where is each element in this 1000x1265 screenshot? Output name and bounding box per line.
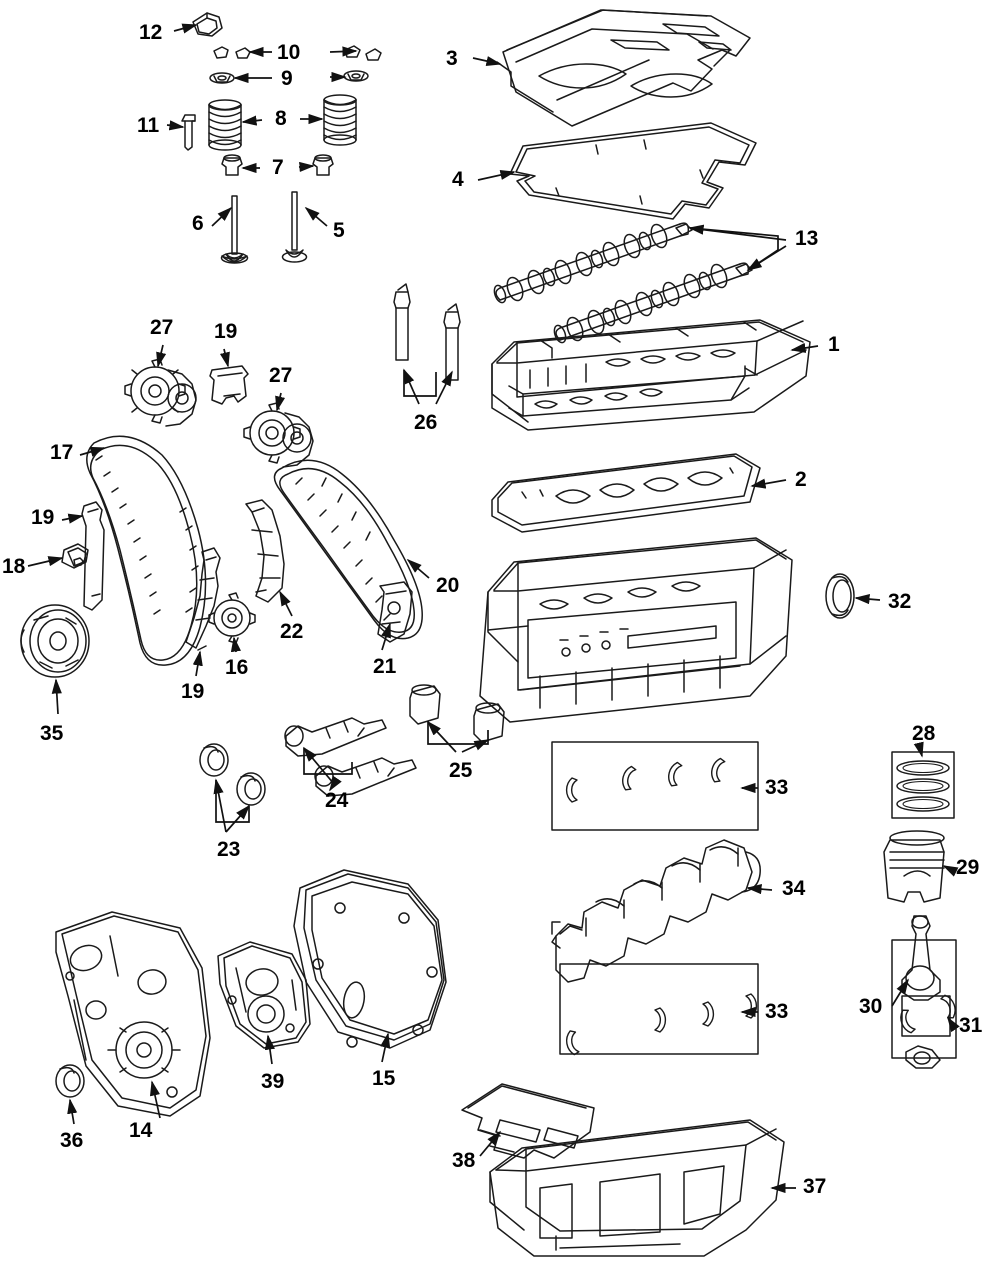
part-27b-shape <box>244 403 313 467</box>
callout-4: 4 <box>452 168 464 191</box>
callout-5: 5 <box>333 219 345 242</box>
part-37-shape <box>490 1120 784 1256</box>
callout-26: 26 <box>414 411 438 434</box>
part-15-shape <box>294 870 446 1048</box>
callout-30: 30 <box>859 995 883 1018</box>
part-22-shape <box>246 500 284 602</box>
part-5-shape <box>283 192 307 262</box>
callout-2: 2 <box>795 468 807 491</box>
callout-20: 20 <box>436 574 460 597</box>
callout-24: 24 <box>325 789 349 812</box>
callout-19b: 19 <box>31 506 55 529</box>
part-20-shape <box>274 460 422 638</box>
part-19a-shape <box>210 366 248 404</box>
part-11-shape <box>182 115 195 150</box>
callout-10: 10 <box>277 41 301 64</box>
part-26-shape <box>394 284 460 380</box>
callout-9: 9 <box>281 67 293 90</box>
callout-19c: 19 <box>181 680 205 703</box>
part-28-shape <box>892 752 954 818</box>
part-27a-shape <box>125 359 196 426</box>
part-6-shape <box>222 196 248 263</box>
part-25-shape <box>410 685 504 742</box>
callout-28: 28 <box>912 722 936 745</box>
part-21-shape <box>378 582 412 642</box>
callout-37: 37 <box>803 1175 827 1198</box>
callout-8: 8 <box>275 107 287 130</box>
callout-1: 1 <box>828 333 840 356</box>
callout-7: 7 <box>272 156 284 179</box>
part-33b-shape <box>560 964 758 1056</box>
part-17-shape <box>87 436 206 665</box>
callout-12: 12 <box>139 21 163 44</box>
callout-38: 38 <box>452 1149 476 1172</box>
callout-3: 3 <box>446 47 458 70</box>
callout-11: 11 <box>137 114 160 137</box>
part-34-shape <box>552 840 760 982</box>
part-30-shape <box>892 916 958 1068</box>
part-35-shape <box>21 605 89 677</box>
callout-27a: 27 <box>150 316 174 339</box>
callout-39: 39 <box>261 1070 285 1093</box>
callout-27b: 27 <box>269 364 293 387</box>
callout-21: 21 <box>373 655 397 678</box>
part-16-shape <box>209 593 255 643</box>
callout-6: 6 <box>192 212 204 235</box>
callout-18: 18 <box>2 555 26 578</box>
callout-16: 16 <box>225 656 249 679</box>
callout-17: 17 <box>50 441 74 464</box>
callout-34: 34 <box>782 877 806 900</box>
part-39-shape <box>218 942 310 1048</box>
part-12-shape <box>193 13 222 36</box>
callout-15: 15 <box>372 1067 396 1090</box>
callout-35: 35 <box>40 722 64 745</box>
part-3-shape <box>497 10 750 126</box>
part-36-shape <box>56 1065 84 1097</box>
callout-33b: 33 <box>765 1000 789 1023</box>
callout-29: 29 <box>956 856 980 879</box>
part-23-shape <box>200 744 265 805</box>
callout-14: 14 <box>129 1119 153 1142</box>
part-32-shape <box>826 574 854 618</box>
part-2-shape <box>492 454 760 532</box>
callout-36: 36 <box>60 1129 84 1152</box>
callout-23: 23 <box>217 838 241 861</box>
part-1-shape <box>492 320 810 430</box>
callout-31: 31 <box>959 1014 983 1037</box>
part-4-shape <box>510 123 756 219</box>
engine-block-shape <box>480 538 792 722</box>
part-19c-shape <box>186 548 220 650</box>
callout-25: 25 <box>449 759 473 782</box>
part-33a-shape <box>552 742 758 830</box>
callout-32: 32 <box>888 590 912 613</box>
callout-13: 13 <box>795 227 819 250</box>
part-18-shape <box>62 544 88 568</box>
callout-33a: 33 <box>765 776 789 799</box>
callout-22: 22 <box>280 620 304 643</box>
part-29-shape <box>884 831 944 902</box>
callout-19a: 19 <box>214 320 238 343</box>
